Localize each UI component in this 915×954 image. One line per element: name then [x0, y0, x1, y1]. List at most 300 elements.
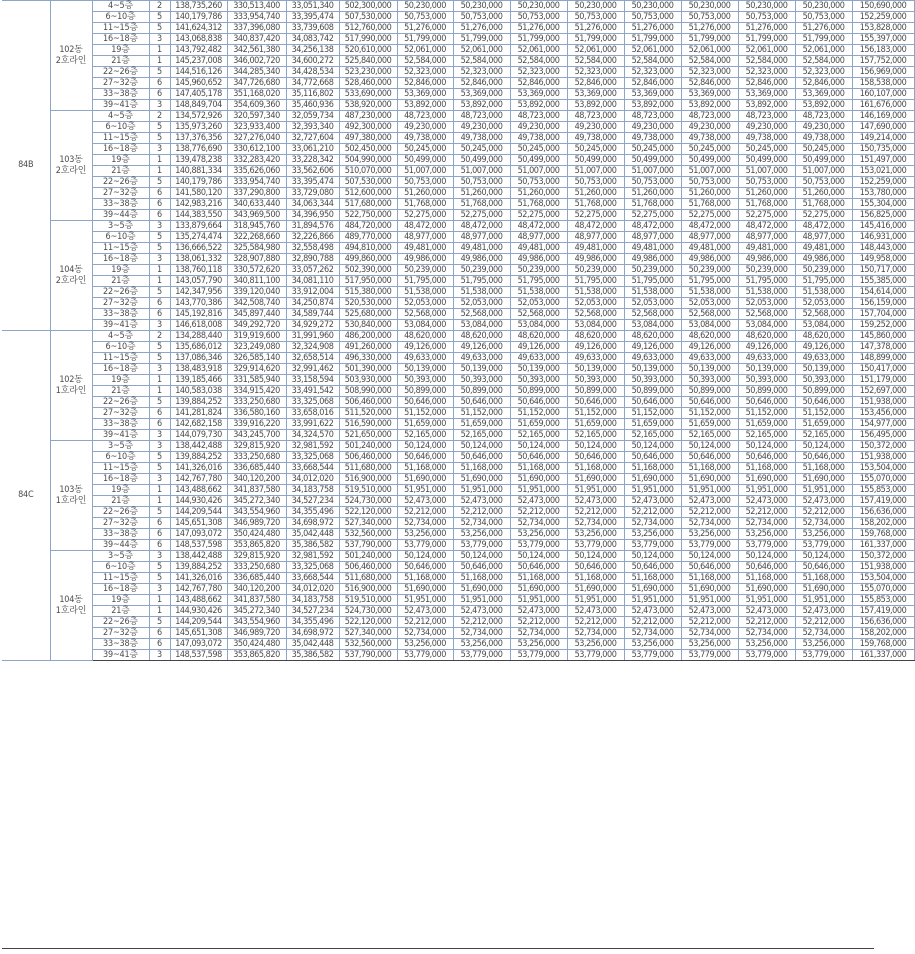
table-row: [2, 67, 914, 78]
price-cell: 517,990,000: [339, 34, 397, 45]
price-cell: 52,473,000: [624, 606, 681, 617]
floor-cell: 39~41층: [92, 430, 149, 441]
price-cell: 52,053,000: [567, 298, 624, 309]
floor-cell: 11~15층: [92, 353, 149, 364]
price-cell: 53,369,000: [567, 89, 624, 100]
table-bottom-rule: [2, 948, 874, 949]
price-cell: 138,760,118: [170, 265, 227, 276]
price-cell: 49,986,000: [510, 254, 567, 265]
price-cell: 49,481,000: [795, 243, 852, 254]
price-cell: 48,723,000: [397, 111, 453, 122]
floor-cell: 11~15층: [92, 133, 149, 144]
price-cell: 346,989,720: [227, 518, 286, 529]
price-cell: 50,753,000: [397, 177, 453, 188]
price-cell: 342,508,740: [227, 298, 286, 309]
price-cell: 50,753,000: [453, 12, 510, 23]
price-cell: 337,290,800: [227, 188, 286, 199]
price-cell: 50,139,000: [510, 364, 567, 375]
price-cell: 50,753,000: [681, 12, 738, 23]
table-row: [2, 628, 914, 639]
price-cell: 51,799,000: [795, 34, 852, 45]
unit-count-cell: 1: [149, 595, 170, 606]
floor-cell: 21층: [92, 166, 149, 177]
price-cell: 50,899,000: [795, 386, 852, 397]
table-row: [2, 298, 914, 309]
price-cell: 507,530,000: [339, 12, 397, 23]
floor-cell: 27~32층: [92, 78, 149, 89]
price-cell: 51,951,000: [397, 485, 453, 496]
table-row: [2, 276, 914, 287]
table-row: [2, 1, 914, 12]
price-cell: 53,892,000: [510, 100, 567, 111]
price-cell: 150,372,000: [852, 551, 914, 562]
floor-cell: 4~5층: [92, 1, 149, 12]
price-cell: 52,846,000: [397, 78, 453, 89]
price-cell: 48,472,000: [397, 221, 453, 232]
table-row: [2, 540, 914, 551]
price-cell: 506,460,000: [339, 452, 397, 463]
price-cell: 51,260,000: [453, 188, 510, 199]
price-cell: 51,659,000: [795, 419, 852, 430]
price-cell: 50,245,000: [397, 144, 453, 155]
price-cell: 51,690,000: [510, 474, 567, 485]
price-cell: 504,990,000: [339, 155, 397, 166]
price-cell: 49,481,000: [567, 243, 624, 254]
price-cell: 53,084,000: [681, 320, 738, 331]
price-cell: 141,624,312: [170, 23, 227, 34]
price-cell: 53,779,000: [624, 540, 681, 551]
building-cell: [50, 221, 92, 331]
unit-count-cell: 3: [149, 144, 170, 155]
price-cell: 49,986,000: [738, 254, 795, 265]
price-cell: 53,892,000: [567, 100, 624, 111]
unit-count-cell: 1: [149, 166, 170, 177]
price-cell: 50,124,000: [510, 551, 567, 562]
floor-cell: 39~44층: [92, 540, 149, 551]
unit-count-cell: 3: [149, 551, 170, 562]
table-row: [2, 199, 914, 210]
price-cell: 50,753,000: [795, 12, 852, 23]
price-cell: 53,892,000: [453, 100, 510, 111]
price-cell: 52,846,000: [738, 78, 795, 89]
price-cell: 156,159,000: [852, 298, 914, 309]
price-cell: 537,790,000: [339, 540, 397, 551]
floor-cell: 11~15층: [92, 573, 149, 584]
price-cell: 524,730,000: [339, 496, 397, 507]
price-cell: 51,538,000: [567, 287, 624, 298]
price-cell: 52,323,000: [795, 67, 852, 78]
price-cell: 522,120,000: [339, 507, 397, 518]
price-cell: 147,405,178: [170, 89, 227, 100]
table-row: [2, 507, 914, 518]
floor-cell: 11~15층: [92, 23, 149, 34]
price-cell: 50,753,000: [397, 12, 453, 23]
price-cell: 528,460,000: [339, 78, 397, 89]
price-cell: 143,792,482: [170, 45, 227, 56]
price-cell: 52,061,000: [510, 45, 567, 56]
price-cell: 50,139,000: [453, 364, 510, 375]
price-cell: 342,561,380: [227, 45, 286, 56]
price-cell: 50,124,000: [681, 441, 738, 452]
price-cell: 333,250,680: [227, 452, 286, 463]
price-cell: 156,183,000: [852, 45, 914, 56]
floor-cell: 16~18층: [92, 584, 149, 595]
unit-count-cell: 1: [149, 45, 170, 56]
price-cell: 52,568,000: [624, 309, 681, 320]
price-cell: 507,530,000: [339, 177, 397, 188]
price-cell: 50,646,000: [681, 562, 738, 573]
price-cell: 50,899,000: [738, 386, 795, 397]
price-cell: 53,779,000: [681, 650, 738, 661]
price-cell: 49,738,000: [567, 133, 624, 144]
price-cell: 51,152,000: [795, 408, 852, 419]
price-cell: 52,584,000: [795, 56, 852, 67]
price-cell: 50,124,000: [397, 441, 453, 452]
price-cell: 53,779,000: [795, 650, 852, 661]
price-cell: 50,753,000: [510, 177, 567, 188]
price-cell: 34,083,742: [286, 34, 339, 45]
unit-count-cell: 3: [149, 441, 170, 452]
table-row: [2, 408, 914, 419]
price-cell: 145,416,000: [852, 221, 914, 232]
price-cell: 53,779,000: [567, 650, 624, 661]
price-cell: 527,340,000: [339, 518, 397, 529]
unit-count-cell: 3: [149, 34, 170, 45]
unit-count-cell: 5: [149, 562, 170, 573]
price-cell: 135,274,474: [170, 232, 227, 243]
price-cell: 32,991,462: [286, 364, 339, 375]
price-cell: 153,504,000: [852, 463, 914, 474]
price-cell: 50,753,000: [567, 177, 624, 188]
price-cell: 51,152,000: [510, 408, 567, 419]
price-cell: 53,369,000: [453, 89, 510, 100]
price-cell: 156,636,000: [852, 617, 914, 628]
price-cell: 51,007,000: [567, 166, 624, 177]
price-cell: 49,633,000: [795, 353, 852, 364]
price-cell: 51,951,000: [567, 485, 624, 496]
price-cell: 50,499,000: [567, 155, 624, 166]
price-cell: 48,620,000: [795, 331, 852, 342]
price-cell: 150,690,000: [852, 1, 914, 12]
price-cell: 53,256,000: [681, 529, 738, 540]
floor-cell: 33~38층: [92, 199, 149, 210]
floor-cell: 33~38층: [92, 529, 149, 540]
price-cell: 341,837,580: [227, 595, 286, 606]
price-cell: 34,527,234: [286, 606, 339, 617]
price-cell: 339,916,220: [227, 419, 286, 430]
price-cell: 153,456,000: [852, 408, 914, 419]
price-cell: 345,897,440: [227, 309, 286, 320]
price-cell: 145,651,308: [170, 518, 227, 529]
price-cell: 51,799,000: [738, 34, 795, 45]
price-cell: 51,168,000: [567, 573, 624, 584]
floor-cell: 16~18층: [92, 144, 149, 155]
price-cell: 50,393,000: [397, 375, 453, 386]
price-cell: 501,390,000: [339, 364, 397, 375]
price-cell: 52,212,000: [510, 617, 567, 628]
price-cell: 333,250,680: [227, 397, 286, 408]
price-cell: 48,723,000: [795, 111, 852, 122]
price-cell: 145,860,000: [852, 331, 914, 342]
table-row: [2, 100, 914, 111]
price-cell: 51,538,000: [624, 287, 681, 298]
price-cell: 52,568,000: [397, 309, 453, 320]
price-cell: 49,738,000: [738, 133, 795, 144]
price-cell: 51,768,000: [681, 199, 738, 210]
price-cell: 325,584,980: [227, 243, 286, 254]
price-cell: 333,954,740: [227, 177, 286, 188]
price-cell: 50,646,000: [397, 452, 453, 463]
price-cell: 53,084,000: [738, 320, 795, 331]
price-cell: 494,810,000: [339, 243, 397, 254]
price-cell: 52,053,000: [681, 298, 738, 309]
price-cell: 52,473,000: [681, 606, 738, 617]
price-cell: 53,256,000: [510, 639, 567, 650]
price-cell: 52,568,000: [510, 309, 567, 320]
price-cell: 34,012,020: [286, 584, 339, 595]
price-cell: 49,481,000: [738, 243, 795, 254]
price-cell: 34,250,874: [286, 298, 339, 309]
price-cell: 33,228,342: [286, 155, 339, 166]
floor-cell: 16~18층: [92, 34, 149, 45]
price-cell: 48,620,000: [510, 331, 567, 342]
price-cell: 506,460,000: [339, 397, 397, 408]
price-cell: 156,969,000: [852, 67, 914, 78]
price-cell: 53,779,000: [795, 540, 852, 551]
price-cell: 53,779,000: [624, 650, 681, 661]
price-cell: 52,275,000: [795, 210, 852, 221]
price-cell: 48,472,000: [624, 221, 681, 232]
price-cell: 53,256,000: [681, 639, 738, 650]
price-cell: 52,212,000: [738, 507, 795, 518]
price-cell: 51,538,000: [738, 287, 795, 298]
price-cell: 51,951,000: [510, 595, 567, 606]
price-cell: 150,372,000: [852, 441, 914, 452]
price-cell: 52,734,000: [397, 518, 453, 529]
table-row: [2, 584, 914, 595]
price-cell: 52,212,000: [681, 617, 738, 628]
price-cell: 34,929,272: [286, 320, 339, 331]
price-cell: 157,752,000: [852, 56, 914, 67]
price-cell: 49,633,000: [453, 353, 510, 364]
unit-count-cell: 5: [149, 122, 170, 133]
price-cell: 51,690,000: [681, 474, 738, 485]
price-cell: 52,212,000: [624, 617, 681, 628]
floor-cell: 21층: [92, 386, 149, 397]
unit-count-cell: 6: [149, 419, 170, 430]
price-cell: 144,209,544: [170, 507, 227, 518]
price-cell: 52,053,000: [397, 298, 453, 309]
price-cell: 320,597,340: [227, 111, 286, 122]
price-cell: 491,260,000: [339, 342, 397, 353]
price-cell: 52,165,000: [510, 430, 567, 441]
price-cell: 52,473,000: [453, 606, 510, 617]
price-cell: 34,772,668: [286, 78, 339, 89]
price-cell: 51,168,000: [453, 573, 510, 584]
price-cell: 50,499,000: [795, 155, 852, 166]
price-cell: 51,152,000: [681, 408, 738, 419]
table-row: [2, 353, 914, 364]
table-row: [2, 452, 914, 463]
price-cell: 33,325,068: [286, 452, 339, 463]
price-cell: 48,472,000: [681, 221, 738, 232]
price-cell: 139,884,252: [170, 452, 227, 463]
table-body: [2, 1, 914, 661]
unit-count-cell: 6: [149, 639, 170, 650]
price-cell: 53,256,000: [510, 529, 567, 540]
price-cell: 52,053,000: [453, 298, 510, 309]
price-cell: 53,084,000: [624, 320, 681, 331]
unit-count-cell: 3: [149, 320, 170, 331]
table-row: [2, 243, 914, 254]
unit-count-cell: 6: [149, 210, 170, 221]
building-cell: [50, 111, 92, 221]
price-cell: 34,081,110: [286, 276, 339, 287]
price-cell: 33,158,594: [286, 375, 339, 386]
price-cell: 33,395,474: [286, 177, 339, 188]
unit-count-cell: 5: [149, 23, 170, 34]
price-cell: 49,126,000: [681, 342, 738, 353]
price-cell: 340,837,420: [227, 34, 286, 45]
price-cell: 145,192,816: [170, 309, 227, 320]
price-cell: 50,139,000: [795, 364, 852, 375]
table-row: [2, 573, 914, 584]
price-cell: 51,152,000: [624, 408, 681, 419]
price-cell: 51,276,000: [681, 23, 738, 34]
price-cell: 532,560,000: [339, 639, 397, 650]
price-cell: 511,680,000: [339, 573, 397, 584]
price-cell: 34,183,758: [286, 485, 339, 496]
floor-cell: 6~10층: [92, 232, 149, 243]
price-cell: 51,007,000: [738, 166, 795, 177]
price-cell: 51,799,000: [510, 34, 567, 45]
table-row: [2, 287, 914, 298]
price-cell: 51,795,000: [397, 276, 453, 287]
price-cell: 142,347,956: [170, 287, 227, 298]
price-cell: 52,734,000: [510, 518, 567, 529]
price-cell: 489,770,000: [339, 232, 397, 243]
floor-cell: 22~26층: [92, 507, 149, 518]
price-cell: 50,393,000: [681, 375, 738, 386]
price-cell: 50,139,000: [567, 364, 624, 375]
price-cell: 52,212,000: [510, 507, 567, 518]
price-cell: 51,168,000: [453, 463, 510, 474]
price-cell: 138,061,332: [170, 254, 227, 265]
price-cell: 49,230,000: [624, 122, 681, 133]
table-row: [2, 485, 914, 496]
price-cell: 34,698,972: [286, 518, 339, 529]
price-cell: 50,899,000: [510, 386, 567, 397]
price-cell: 515,380,000: [339, 287, 397, 298]
price-cell: 51,007,000: [624, 166, 681, 177]
price-cell: 51,951,000: [795, 595, 852, 606]
price-cell: 150,735,000: [852, 144, 914, 155]
price-cell: 51,276,000: [510, 23, 567, 34]
price-cell: 53,369,000: [738, 89, 795, 100]
floor-cell: 39~44층: [92, 210, 149, 221]
price-cell: 150,417,000: [852, 364, 914, 375]
price-cell: 34,183,758: [286, 595, 339, 606]
price-cell: 53,084,000: [397, 320, 453, 331]
table-row: [2, 210, 914, 221]
price-cell: 144,209,544: [170, 617, 227, 628]
price-cell: 519,510,000: [339, 595, 397, 606]
price-cell: 517,950,000: [339, 276, 397, 287]
table-row: [2, 562, 914, 573]
price-cell: 32,981,592: [286, 441, 339, 452]
price-cell: 51,690,000: [681, 584, 738, 595]
price-cell: 50,646,000: [397, 397, 453, 408]
price-cell: 143,068,838: [170, 34, 227, 45]
price-cell: 51,659,000: [510, 419, 567, 430]
price-cell: 51,659,000: [738, 419, 795, 430]
price-cell: 52,275,000: [681, 210, 738, 221]
price-cell: 148,849,704: [170, 100, 227, 111]
price-cell: 48,472,000: [510, 221, 567, 232]
price-cell: 50,245,000: [453, 144, 510, 155]
price-cell: 50,230,000: [624, 1, 681, 12]
building-name-line: 2호라인: [55, 55, 87, 66]
unit-count-cell: 1: [149, 155, 170, 166]
price-cell: 52,275,000: [510, 210, 567, 221]
price-cell: 51,795,000: [567, 276, 624, 287]
price-cell: 52,734,000: [738, 518, 795, 529]
price-cell: 48,723,000: [738, 111, 795, 122]
price-cell: 48,977,000: [567, 232, 624, 243]
price-cell: 154,977,000: [852, 419, 914, 430]
price-cell: 346,002,720: [227, 56, 286, 67]
price-cell: 51,690,000: [624, 474, 681, 485]
price-cell: 155,853,000: [852, 485, 914, 496]
unit-count-cell: 3: [149, 254, 170, 265]
table-row: [2, 309, 914, 320]
price-cell: 51,538,000: [681, 287, 738, 298]
price-cell: 50,139,000: [738, 364, 795, 375]
price-cell: 50,646,000: [510, 397, 567, 408]
price-cell: 52,734,000: [397, 628, 453, 639]
price-cell: 138,483,918: [170, 364, 227, 375]
price-cell: 51,951,000: [738, 485, 795, 496]
unit-count-cell: 5: [149, 133, 170, 144]
table-row: [2, 441, 914, 452]
price-cell: 328,907,880: [227, 254, 286, 265]
price-table: [2, 0, 915, 661]
price-cell: 50,245,000: [624, 144, 681, 155]
price-cell: 152,259,000: [852, 12, 914, 23]
price-cell: 51,276,000: [795, 23, 852, 34]
price-cell: 50,124,000: [397, 551, 453, 562]
unit-count-cell: 5: [149, 452, 170, 463]
price-cell: 516,900,000: [339, 474, 397, 485]
building-name-line: 103동: [59, 154, 83, 165]
price-cell: 49,738,000: [624, 133, 681, 144]
building-name-line: 104동: [59, 594, 83, 605]
price-cell: 32,393,340: [286, 122, 339, 133]
price-cell: 511,680,000: [339, 463, 397, 474]
price-cell: 50,393,000: [453, 375, 510, 386]
price-cell: 51,690,000: [397, 584, 453, 595]
unit-count-cell: 5: [149, 232, 170, 243]
price-cell: 50,124,000: [453, 441, 510, 452]
price-cell: 148,899,000: [852, 353, 914, 364]
floor-cell: 27~32층: [92, 298, 149, 309]
price-cell: 147,093,072: [170, 529, 227, 540]
price-cell: 52,061,000: [567, 45, 624, 56]
price-cell: 51,168,000: [397, 573, 453, 584]
unit-count-cell: 3: [149, 430, 170, 441]
floor-cell: 6~10층: [92, 452, 149, 463]
price-cell: 52,323,000: [624, 67, 681, 78]
